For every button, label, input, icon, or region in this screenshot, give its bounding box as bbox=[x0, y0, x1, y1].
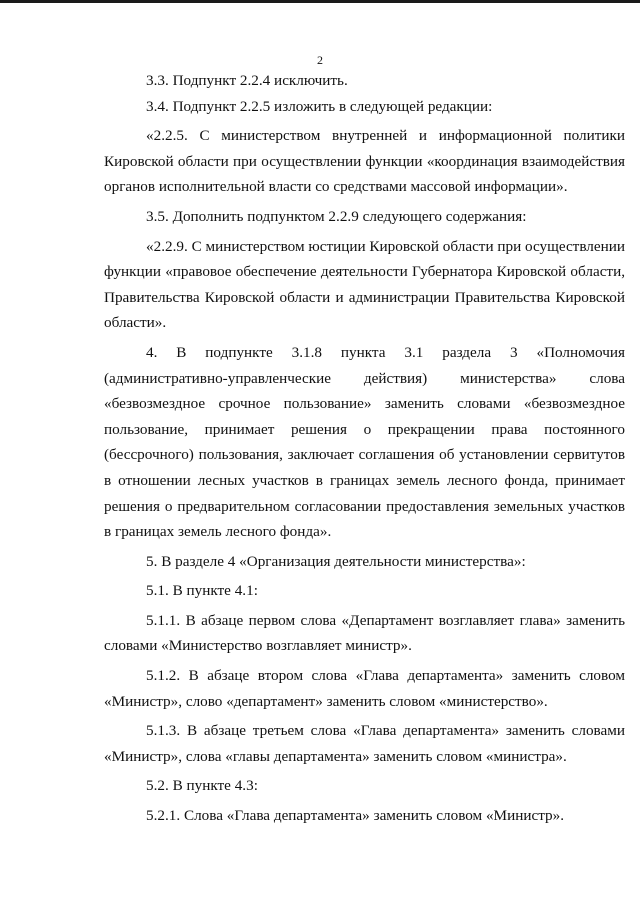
paragraph-5-2-1: 5.2.1. Слова «Глава департамента» заменить словом «Министр». bbox=[146, 807, 564, 825]
paragraph-2-2-9: «2.2.9. С министерством юстиции Кировской области при осуществлении функции «правовое обеспечение деятельности Губернатора Кировской области, Правительства Кировской области и администрации Правительства Кировской области». bbox=[104, 237, 625, 332]
paragraph-2-2-5: «2.2.5. С министерством внутренней и информационной политики Кировской области при осуществлении функции «координация взаимодействия органов исполнительной власти со средствами массовой информации». bbox=[104, 127, 625, 196]
top-border-line bbox=[0, 0, 640, 3]
paragraph-5-1: 5.1. В пункте 4.1: bbox=[146, 582, 258, 600]
document-body bbox=[104, 68, 625, 829]
paragraph-3-5: 3.5. Дополнить подпунктом 2.2.9 следующего содержания: bbox=[146, 207, 527, 225]
paragraph-5-2: 5.2. В пункте 4.3: bbox=[146, 777, 258, 795]
page-number: 2 bbox=[317, 53, 323, 67]
paragraph-5: 5. В разделе 4 «Организация деятельности министерства»: bbox=[146, 552, 526, 570]
paragraph-3-3: 3.3. Подпункт 2.2.4 исключить. bbox=[146, 72, 348, 89]
paragraph-5-1-3: 5.1.3. В абзаце третьем слова «Глава департамента» заменить словами «Министр», слова «главы департамента» заменить словом «министра». bbox=[104, 722, 625, 765]
paragraph-3-4: 3.4. Подпункт 2.2.5 изложить в следующей редакции: bbox=[146, 97, 493, 115]
paragraph-4: 4. В подпункте 3.1.8 пункта 3.1 раздела 3 «Полномочия (административно-управленческие действия) министерства» слова «безвозмездное срочное пользование» заменить словами «безвозмездное пользование, принимает решения о прекращении права постоянного (бессрочного) пользования, заключает соглашения об установлении сервитутов в отношении лесных участков в границах земель лесного фонда, принимает решения о предварительном согласовании предоставления земельных участков в границах земель лесного фонда». bbox=[104, 343, 625, 541]
paragraph-5-1-2: 5.1.2. В абзаце втором слова «Глава департамента» заменить словом «Министр», слово «департамент» заменить словом «министерство». bbox=[104, 667, 625, 710]
paragraph-5-1-1: 5.1.1. В абзаце первом слова «Департамент возглавляет глава» заменить словами «Министерство возглавляет министр». bbox=[104, 611, 625, 655]
